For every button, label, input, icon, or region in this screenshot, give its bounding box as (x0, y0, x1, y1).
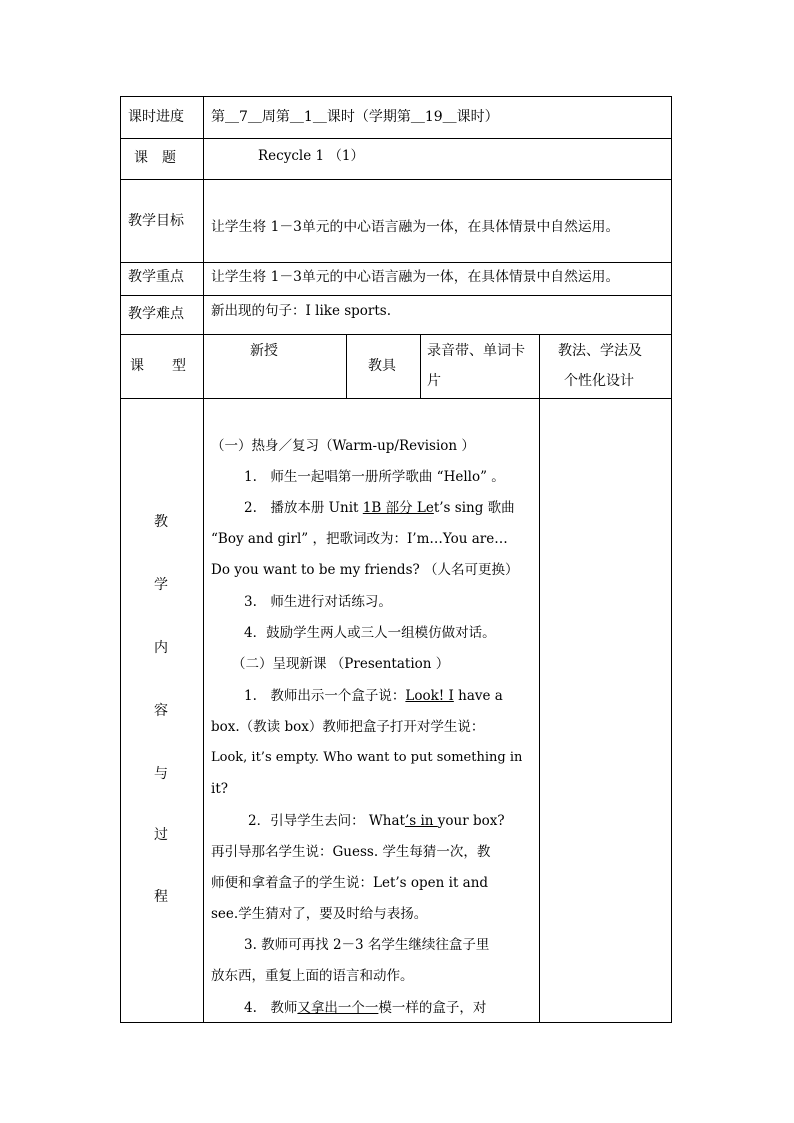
section-2-item-1-line-3: Look, it’s empty. Who want to put something in (211, 750, 523, 765)
section-2-item-2-line-1 (248, 812, 505, 830)
type-divider-2 (420, 334, 421, 398)
s2-2-part-b: ’s in (404, 813, 438, 829)
section-2-item-2-line-4: see.学生猜对了，要及时给与表扬。 (211, 906, 428, 922)
goal-label: 教学目标 (128, 213, 184, 229)
section-2-item-3-line-2: 放东西，重复上面的语言和动作。 (211, 968, 414, 984)
section-1-heading: （一）热身／复习（Warm-up/Revision ） (211, 438, 475, 454)
side-label-char-4: 容 (154, 703, 168, 719)
notes-column-divider (539, 334, 540, 1023)
aids-value-line1: 录音带、单词卡 (427, 343, 525, 359)
s2-1-part-a: 1. 教师出示一个盒子说： (244, 688, 406, 704)
topic-value: Recycle 1 （1） (258, 148, 364, 164)
type-divider-1 (346, 334, 347, 398)
s2-4-part-b: 又拿出一个一 (297, 1000, 379, 1016)
side-label-char-7: 程 (154, 889, 168, 905)
difficulty-value: 新出现的句子：I like sports. (211, 303, 392, 319)
side-label-char-1: 教 (154, 514, 168, 530)
aids-value-line2: 片 (427, 373, 441, 389)
side-label-char-5: 与 (154, 766, 168, 782)
type-label: 课 型 (130, 358, 186, 374)
method-line2: 个性化设计 (564, 373, 634, 389)
section-2-item-4-line-1 (244, 999, 486, 1017)
s2-4-part-a: 4. 教师 (244, 1000, 298, 1016)
section-2-item-1-line-1 (244, 687, 503, 705)
type-value: 新授 (250, 343, 278, 359)
key-point-value: 让学生将 1－3单元的中心语言融为一体，在具体情景中自然运用。 (211, 269, 620, 285)
section-2-item-2-line-2: 再引导那名学生说：Guess. 学生每猜一次，教 (211, 844, 491, 860)
s2-1-part-c: have a (453, 688, 503, 704)
method-line1: 教法、学法及 (558, 343, 642, 359)
s2-2-part-c: your box? (437, 813, 505, 829)
s1-2-part-a: 2. 播放本册 Unit (244, 500, 359, 516)
key-point-label: 教学重点 (128, 269, 184, 285)
s2-1-part-b: Look! I (405, 688, 454, 704)
s1-2-part-b: 1B 部分 Le (362, 500, 434, 516)
progress-value: 第＿7＿周第＿1＿课时（学期第＿19＿课时） (211, 109, 499, 125)
s1-2-part-c: t’s sing 歌曲 (433, 500, 515, 516)
section-1-item-2-line-1 (244, 499, 515, 517)
section-2-item-1-line-2: box.（教读 box）教师把盒子打开对学生说： (211, 719, 485, 735)
side-label-char-2: 学 (154, 577, 168, 593)
section-2-item-3-line-1: 3. 教师可再找 2－3 名学生继续往盒子里 (244, 937, 490, 953)
difficulty-label: 教学难点 (128, 306, 184, 322)
side-label-char-6: 过 (154, 827, 168, 843)
goal-value: 让学生将 1－3单元的中心语言融为一体，在具体情景中自然运用。 (211, 219, 620, 235)
table-border-left (120, 96, 121, 1023)
section-1-item-3: 3. 师生进行对话练习。 (244, 594, 392, 610)
side-label-char-3: 内 (154, 640, 168, 656)
section-1-item-4: 4．鼓励学生两人或三人一组模仿做对话。 (244, 625, 496, 641)
section-2-item-2-line-3: 师便和拿着盒子的学生说：Let’s open it and (211, 875, 489, 891)
progress-label: 课时进度 (128, 109, 184, 125)
s2-2-part-a: 2．引导学生去问： What (248, 813, 405, 829)
topic-label: 课 题 (134, 150, 176, 166)
section-1-item-2-line-2: “Boy and girl” ，把歌词改为：I’m…You are… (211, 531, 508, 547)
label-column-divider (203, 96, 204, 1023)
s2-4-part-c: 模一样的盒子，对 (378, 1000, 487, 1016)
section-2-item-1-line-4: it? (211, 781, 228, 797)
table-border-right (671, 96, 672, 1023)
aids-label: 教具 (368, 358, 396, 374)
section-1-item-2-line-3: Do you want to be my friends? （人名可更换） (211, 562, 519, 578)
section-1-item-1: 1. 师生一起唱第一册所学歌曲 “Hello” 。 (244, 469, 505, 485)
section-2-heading: （二）呈现新课 （Presentation ） (232, 656, 450, 672)
